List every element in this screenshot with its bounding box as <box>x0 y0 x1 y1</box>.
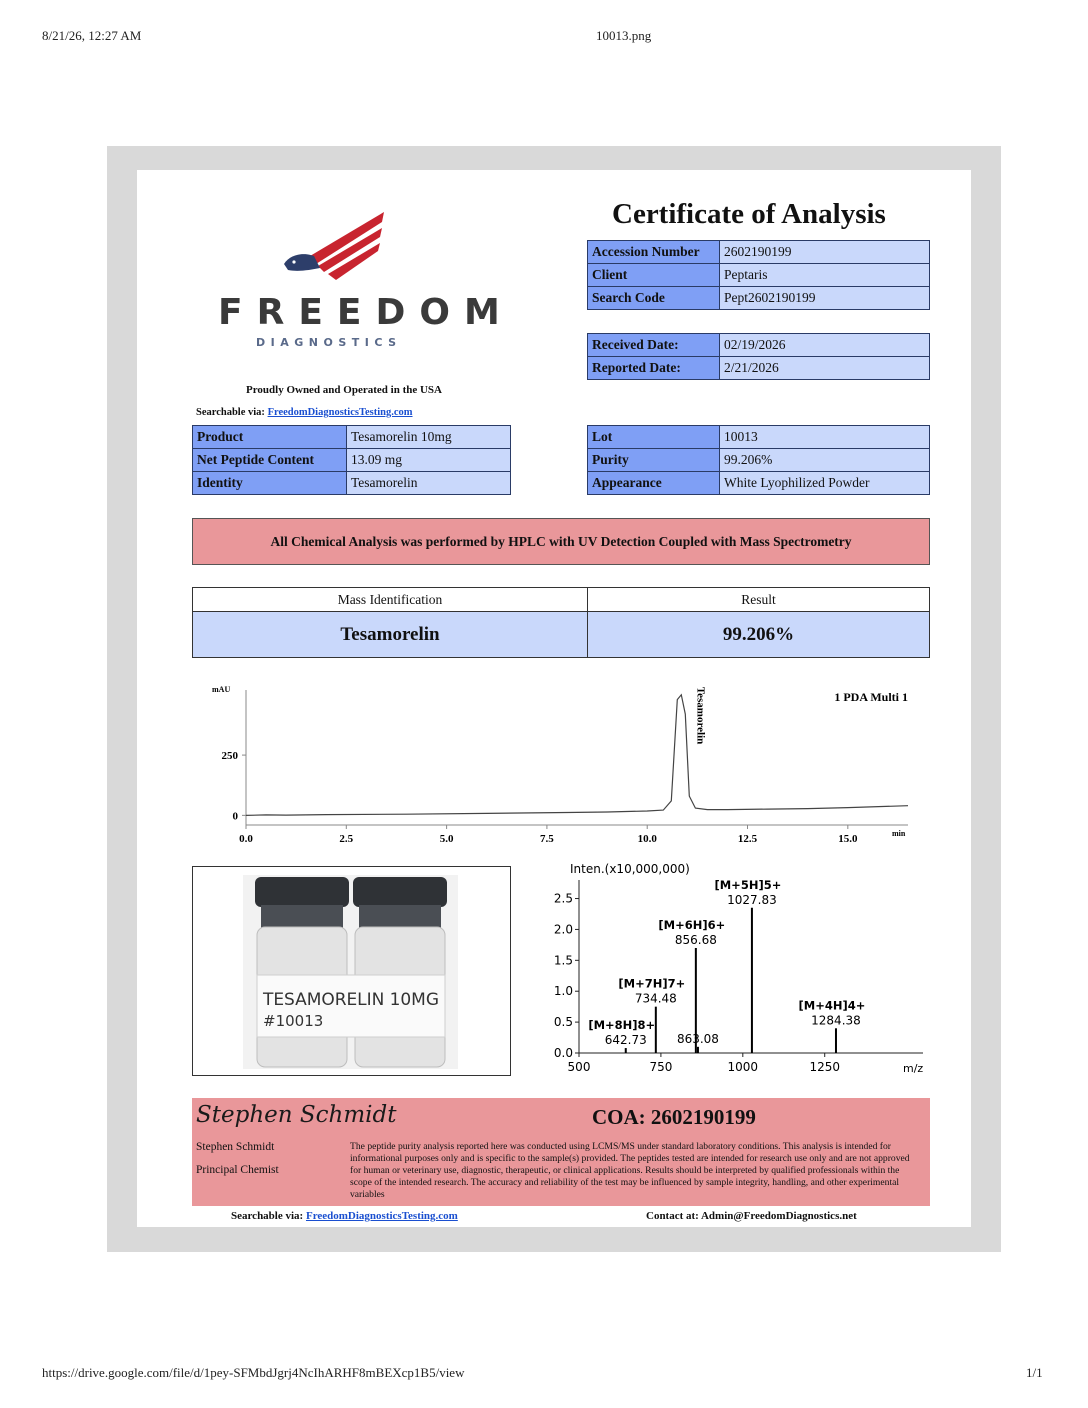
product-table: Product Tesamorelin 10mg Net Peptide Content 13.09 mg Identity Tesamorelin <box>192 425 511 495</box>
ms-y-tick-label: 2.5 <box>553 891 573 906</box>
ms-ion-label: [M+5H]5+ <box>714 877 782 892</box>
vial-photo <box>192 866 511 1076</box>
hplc-legend: 1 PDA Multi 1 <box>834 690 908 704</box>
signature-script: Stephen Schmidt <box>196 1102 397 1128</box>
ms-peak-label: 642.73 <box>604 1033 647 1048</box>
dates-table: Received Date: 02/19/2026 Reported Date: 2/21/2026 <box>587 333 930 380</box>
vial-illustration <box>193 867 510 1075</box>
ms-y-tick-label: 1.5 <box>553 953 573 968</box>
print-filename: 10013.png <box>596 28 652 43</box>
ms-y-tick-label: 0.0 <box>553 1046 573 1060</box>
hplc-x-tick-label: 7.5 <box>540 833 554 845</box>
hplc-x-tick-label: 10.0 <box>637 833 657 845</box>
ms-x-tick-label: 1250 <box>809 1060 840 1074</box>
brand-sub: DIAGNOSTICS <box>256 336 402 349</box>
hplc-x-tick-label: 15.0 <box>838 833 858 845</box>
method-banner: All Chemical Analysis was performed by HPLC with UV Detection Coupled with Mass Spectrometry <box>192 518 930 565</box>
searchable-top-link[interactable]: FreedomDiagnosticsTesting.com <box>267 407 413 418</box>
ms-y-tick-label: 1.0 <box>553 984 573 999</box>
brand-tagline: Proudly Owned and Operated in the USA <box>246 384 442 396</box>
ms-xlabel: m/z <box>903 1062 924 1075</box>
hplc-trace <box>246 695 908 816</box>
hplc-x-tick-label: 12.5 <box>737 833 758 845</box>
brand-name: FREEDOM <box>218 292 514 333</box>
disclaimer-text: The peptide purity analysis reported here was conducted using LCMS/MS under standard laboratory conditions. This analysis is intended for informational purposes only and is specific to the sample(s) provided. The peptides tested are intended for research use only and are not approved for human or veterinary use, diagnostic, therapeutic, or clinical applications. Results should be interpreted by qualified professionals within the scope of the intended research. The accuracy and reliability of the test may be influenced by sample integrity, handling, and other experimental variables <box>350 1141 910 1200</box>
ms-peak-label: 856.68 <box>674 932 717 947</box>
vial-label-line1: TESAMORELIN 10MG <box>263 990 439 1010</box>
ms-peak-label: 863.08 <box>676 1031 719 1046</box>
hplc-x-tick-label: 5.0 <box>439 833 454 845</box>
mass-header-identification: Mass Identification <box>193 588 588 612</box>
hplc-y-tick-label: 250 <box>221 750 238 763</box>
hplc-ylabel: mAU <box>212 685 231 694</box>
hplc-y-tick-label: 0 <box>232 810 238 823</box>
vial-label-line2: #10013 <box>263 1012 324 1030</box>
hplc-peak-label: Tesamorelin <box>694 686 707 745</box>
signer-name: Stephen Schmidt <box>196 1141 275 1153</box>
ms-x-tick-label: 500 <box>567 1060 591 1074</box>
mass-spectrum <box>545 858 930 1080</box>
print-url: https://drive.google.com/file/d/1pey-SFMbdJgrj4NcIhARHF8mBEXcp1B5/view <box>42 1365 465 1380</box>
certificate-title: Certificate of Analysis <box>612 198 886 230</box>
contact-info: Contact at: Admin@FreedomDiagnostics.net <box>646 1210 857 1222</box>
ms-peak-label: 1027.83 <box>727 892 777 907</box>
accession-table: Accession Number 2602190199 Client Peptaris Search Code Pept2602190199 <box>587 240 930 310</box>
ms-peak-label: 1284.38 <box>811 1013 861 1028</box>
print-datetime: 8/21/26, 12:27 AM <box>42 28 142 43</box>
ms-ylabel: Inten.(x10,000,000) <box>570 862 690 876</box>
mass-header-result: Result <box>588 588 930 612</box>
lot-table: Lot 10013 Purity 99.206% Appearance White Lyophilized Powder <box>587 425 930 495</box>
ms-ion-label: [M+6H]6+ <box>658 917 726 932</box>
searchable-bottom: Searchable via: FreedomDiagnosticsTesting.com <box>231 1210 458 1222</box>
eagle-flag-logo <box>280 208 390 283</box>
ms-x-tick-label: 1000 <box>727 1060 759 1074</box>
hplc-xlabel: min <box>892 829 906 838</box>
ms-peak-label: 734.48 <box>634 991 677 1006</box>
coa-number: COA: 2602190199 <box>592 1105 756 1129</box>
ms-y-tick-label: 0.5 <box>553 1015 573 1030</box>
ms-ion-label: [M+7H]7+ <box>618 976 686 991</box>
mass-identification-table <box>192 587 930 658</box>
ms-x-tick-label: 750 <box>649 1060 673 1074</box>
mass-result-value: 99.206% <box>588 612 930 658</box>
hplc-x-tick-label: 0.0 <box>239 833 253 845</box>
searchable-bottom-link[interactable]: FreedomDiagnosticsTesting.com <box>305 1210 458 1222</box>
hplc-chromatogram <box>196 680 918 850</box>
hplc-x-tick-label: 2.5 <box>339 833 354 845</box>
mass-identification-value: Tesamorelin <box>193 612 588 658</box>
ms-ion-label: [M+8H]8+ <box>588 1018 656 1033</box>
print-page-number: 1/1 <box>1026 1365 1043 1380</box>
ms-ion-label: [M+4H]4+ <box>798 998 866 1013</box>
signer-role: Principal Chemist <box>196 1164 279 1176</box>
ms-y-tick-label: 2.0 <box>553 922 573 937</box>
searchable-top: Searchable via: FreedomDiagnosticsTesting.com <box>196 407 413 418</box>
